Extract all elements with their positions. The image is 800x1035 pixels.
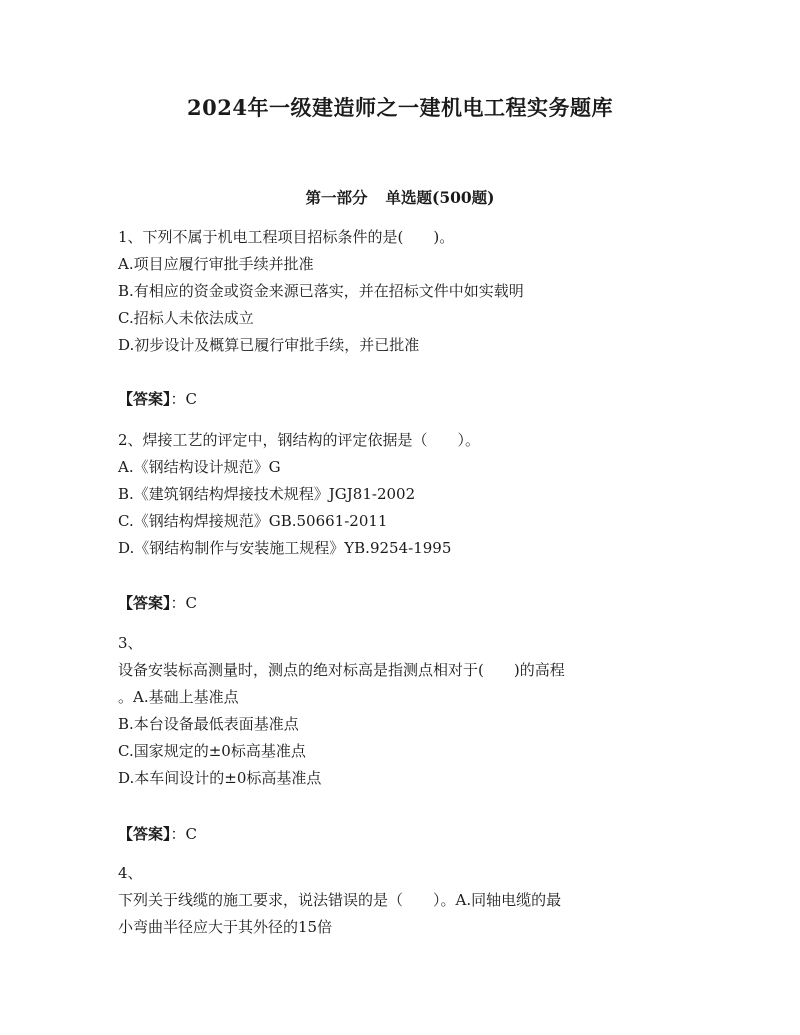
question-2-option-d: D.《钢结构制作与安装施工规程》YB.9254-1995: [118, 539, 452, 557]
answer-value: ：C: [170, 390, 197, 408]
answer-label: 【答案】: [118, 594, 171, 612]
question-3-number: 3、: [118, 634, 143, 652]
question-3-answer: [118, 823, 197, 844]
section-title: [0, 186, 800, 208]
question-3-stem: 设备安装标高测量时，测点的绝对标高是指测点相对于( )的高程: [118, 661, 565, 679]
question-3-option-d: D.本车间设计的±0标高基准点: [118, 769, 322, 787]
section-part: 第一部分: [305, 188, 368, 207]
question-1-option-c: C.招标人未依法成立: [118, 309, 254, 327]
question-1-option-d: D.初步设计及概算已履行审批手续，并已批准: [118, 336, 420, 354]
answer-value: ：C: [170, 825, 197, 843]
question-1-stem: 1、下列不属于机电工程项目招标条件的是( )。: [118, 228, 455, 246]
question-1-option-a: A.项目应履行审批手续并批准: [118, 255, 314, 273]
question-4-stem: 下列关于线缆的施工要求，说法错误的是（ ）。A.同轴电缆的最: [118, 891, 562, 909]
question-1-option-b: B.有相应的资金或资金来源已落实，并在招标文件中如实载明: [118, 282, 524, 300]
question-2-stem: 2、焊接工艺的评定中，钢结构的评定依据是（ ）。: [118, 431, 481, 449]
question-4-number: 4、: [118, 864, 143, 882]
section-name: 单选题(500题): [385, 188, 495, 207]
answer-value: ：C: [170, 594, 197, 612]
question-4-stem-continued: 小弯曲半径应大于其外径的15倍: [118, 918, 333, 936]
question-1-answer: [118, 388, 197, 409]
question-2-option-a: A.《钢结构设计规范》G: [118, 458, 281, 476]
question-3-option-c: C.国家规定的±0标高基准点: [118, 742, 306, 760]
answer-label: 【答案】: [118, 825, 171, 843]
question-3-stem-continued: 。A.基础上基准点: [118, 688, 239, 706]
question-2-option-b: B.《建筑钢结构焊接技术规程》JGJ81-2002: [118, 485, 416, 503]
document-title: 2024年一级建造师之一建机电工程实务题库: [187, 95, 613, 120]
question-2-option-c: C.《钢结构焊接规范》GB.50661-2011: [118, 512, 388, 530]
answer-label: 【答案】: [118, 390, 171, 408]
question-3-option-b: B.本台设备最低表面基准点: [118, 715, 299, 733]
question-2-answer: [118, 592, 197, 613]
